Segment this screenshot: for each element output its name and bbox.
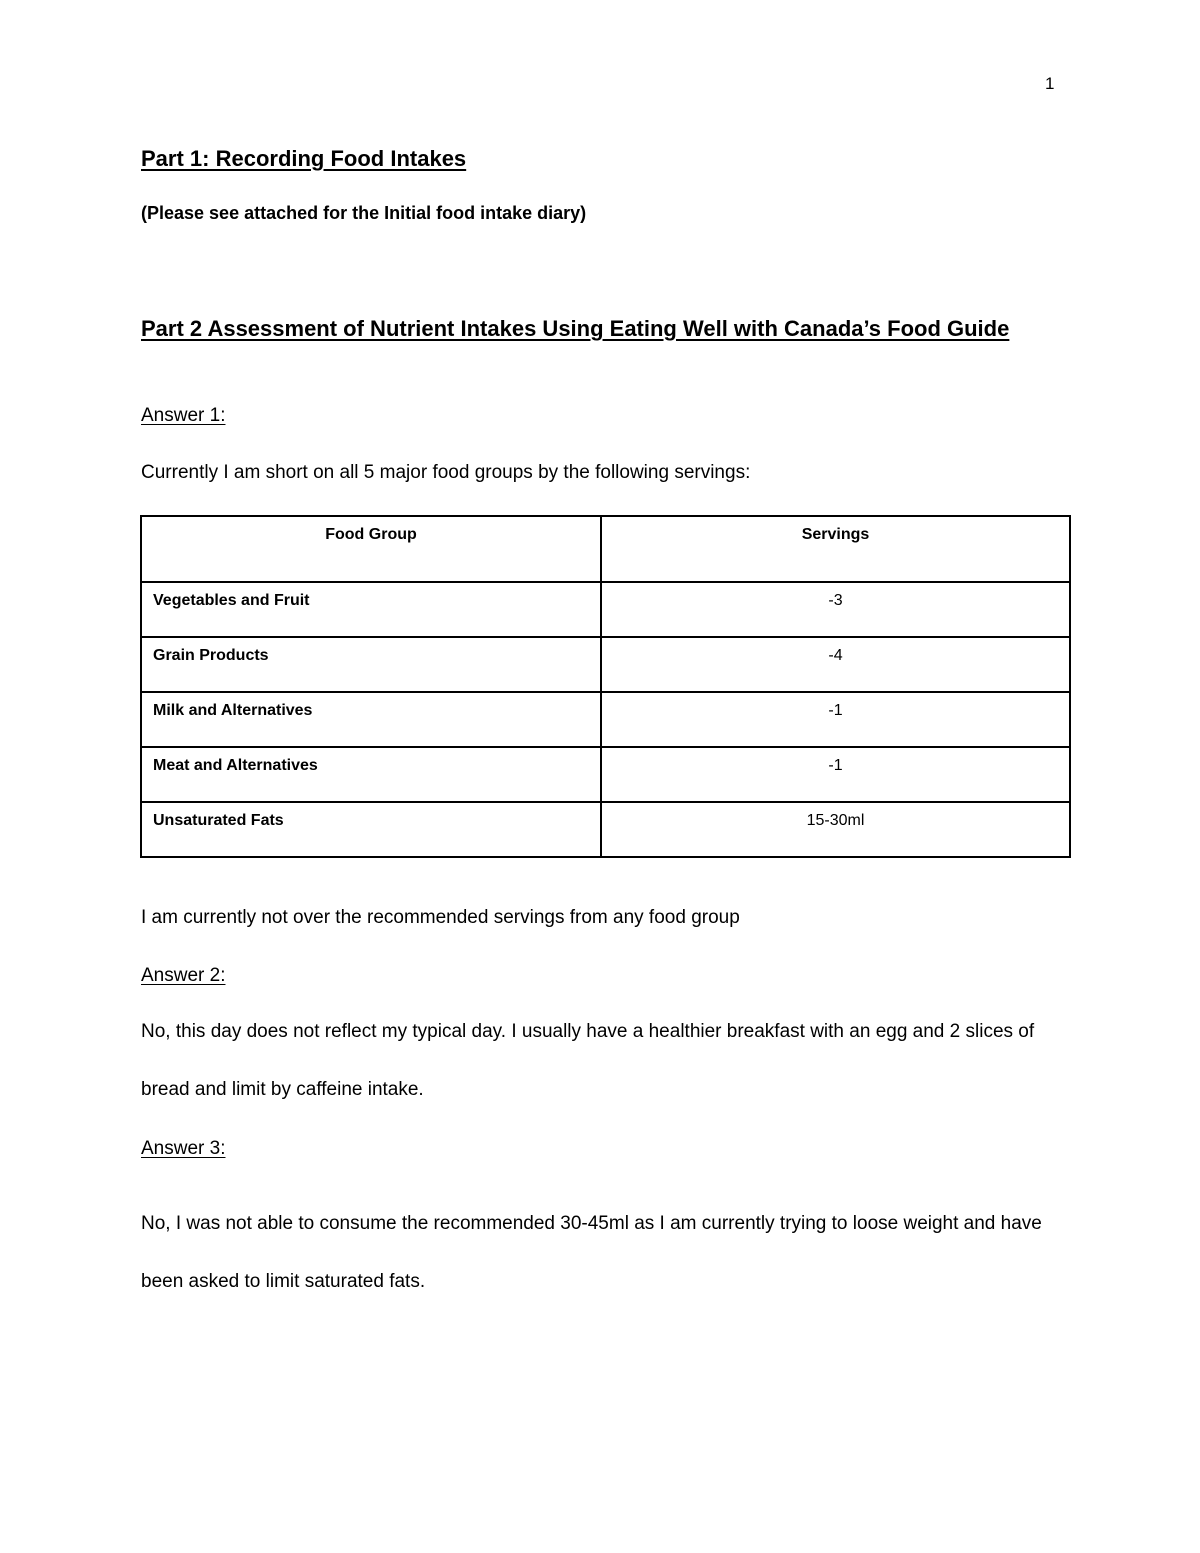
food-group-header: Food Group xyxy=(141,516,601,582)
answer1-intro: Currently I am short on all 5 major food groups by the following servings: xyxy=(141,462,751,483)
answer1-followup: I am currently not over the recommended servings from any food group xyxy=(141,907,740,928)
servings-cell: -1 xyxy=(601,692,1070,747)
servings-cell: -3 xyxy=(601,582,1070,637)
servings-cell: -1 xyxy=(601,747,1070,802)
answer3-text: No, I was not able to consume the recommended 30-45ml as I am currently trying to loose weight and have been asked to limit saturated fats. xyxy=(141,1213,1042,1292)
part1-heading: Part 1: Recording Food Intakes xyxy=(141,146,467,171)
answer1-label: Answer 1: xyxy=(141,405,226,426)
part1-note: (Please see attached for the Initial food intake diary) xyxy=(141,203,587,223)
table-header-row xyxy=(141,516,1070,582)
answer2-text: No, this day does not reflect my typical day. I usually have a healthier breakfast with an egg and 2 slices of bread and limit by caffeine intake. xyxy=(141,1021,1035,1100)
part2-heading: Part 2 Assessment of Nutrient Intakes Using Eating Well with Canada’s Food Guide xyxy=(141,316,1010,341)
servings-header: Servings xyxy=(601,516,1070,582)
page-number: 1 xyxy=(1045,74,1055,93)
food-group-cell: Vegetables and Fruit xyxy=(141,582,601,637)
food-group-cell: Milk and Alternatives xyxy=(141,692,601,747)
table-row xyxy=(141,582,1070,637)
answer3-label: Answer 3: xyxy=(141,1138,226,1159)
table-row xyxy=(141,637,1070,692)
servings-table xyxy=(140,515,1071,858)
food-group-cell: Unsaturated Fats xyxy=(141,802,601,857)
table-row xyxy=(141,692,1070,747)
food-group-cell: Meat and Alternatives xyxy=(141,747,601,802)
food-group-cell: Grain Products xyxy=(141,637,601,692)
table-row xyxy=(141,802,1070,857)
table-row xyxy=(141,747,1070,802)
answer2-label: Answer 2: xyxy=(141,965,226,986)
servings-cell: 15-30ml xyxy=(601,802,1070,857)
servings-cell: -4 xyxy=(601,637,1070,692)
